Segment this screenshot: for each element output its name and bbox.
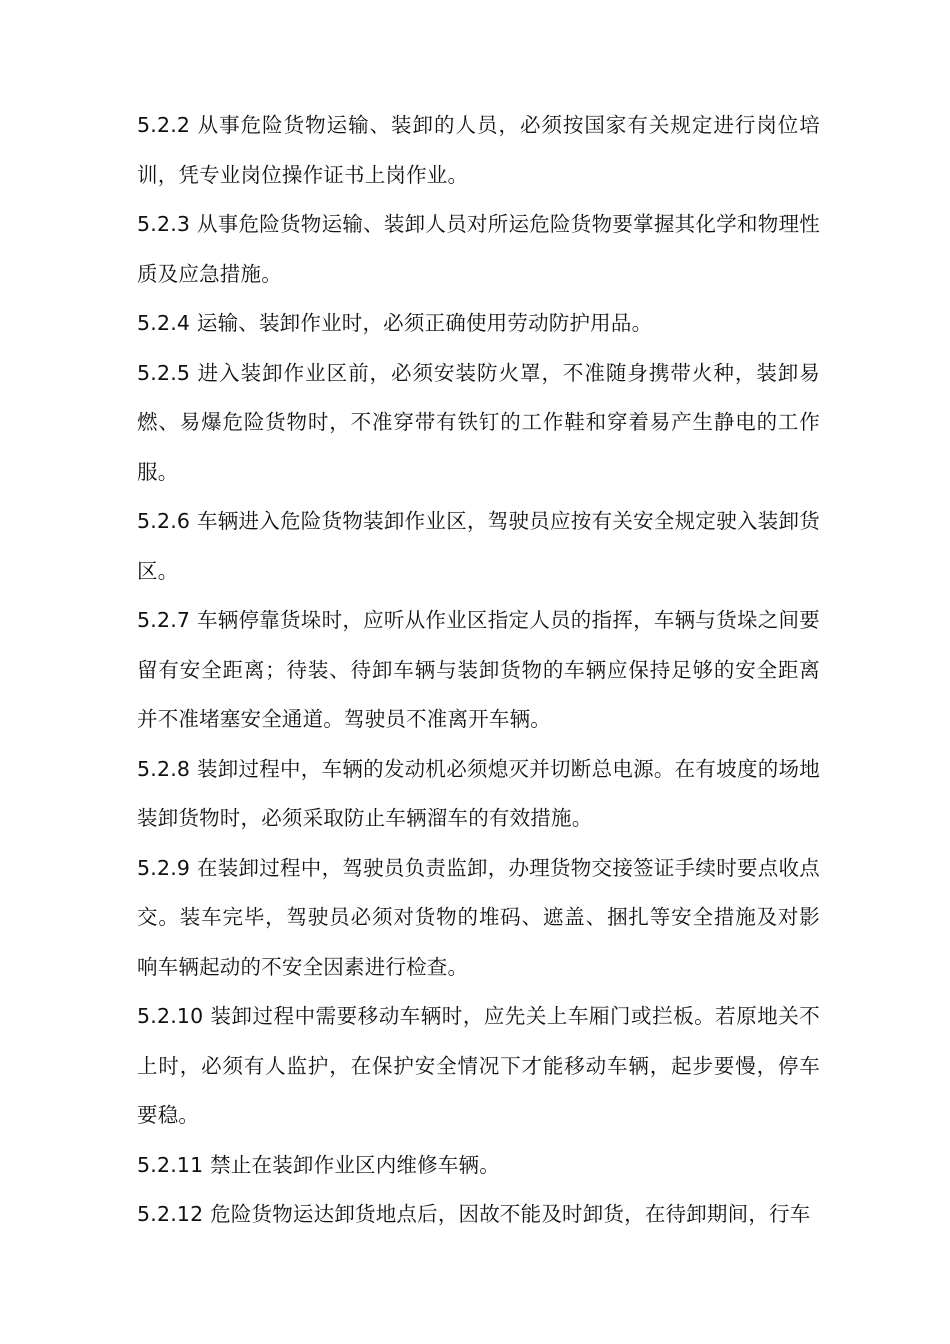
paragraph-5-2-11: 5.2.11 禁止在装卸作业区内维修车辆。 — [137, 1152, 500, 1177]
document-body — [137, 101, 820, 1240]
paragraph-5-2-7: 5.2.7 车辆停靠货垛时，应听从作业区指定人员的指挥，车辆与货垛之间要留有安全距离；待装、待卸车辆与装卸货物的车辆应保持足够的安全距离并不准堵塞安全通道。驾驶员不准离开车辆。 — [137, 608, 820, 731]
paragraph-5-2-4: 5.2.4 运输、装卸作业时，必须正确使用劳动防护用品。 — [137, 311, 653, 335]
paragraph-5-2-12: 5.2.12 危险货物运达卸货地点后，因故不能及时卸货，在待卸期间，行车 — [137, 1202, 811, 1226]
paragraph-5-2-8: 5.2.8 装卸过程中，车辆的发动机必须熄灭并切断总电源。在有坡度的场地装卸货物时，必须采取防止车辆溜车的有效措施。 — [137, 756, 820, 830]
paragraph-5-2-2: 5.2.2 从事危险货物运输、装卸的人员，必须按国家有关规定进行岗位培训，凭专业岗位操作证书上岗作业。 — [137, 113, 820, 187]
paragraph-5-2-10: 5.2.10 装卸过程中需要移动车辆时，应先关上车厢门或拦板。若原地关不上时，必须有人监护，在保护安全情况下才能移动车辆，起步要慢，停车要稳。 — [137, 1004, 820, 1127]
paragraph-5-2-3: 5.2.3 从事危险货物运输、装卸人员对所运危险货物要掌握其化学和物理性质及应急措施。 — [137, 212, 820, 286]
paragraph-5-2-6: 5.2.6 车辆进入危险货物装卸作业区，驾驶员应按有关安全规定驶入装卸货区。 — [137, 509, 820, 583]
paragraph-5-2-5: 5.2.5 进入装卸作业区前，必须安装防火罩，不准随身携带火种，装卸易燃、易爆危险货物时，不准穿带有铁钉的工作鞋和穿着易产生静电的工作服。 — [137, 360, 820, 484]
paragraph-5-2-9: 5.2.9 在装卸过程中，驾驶员负责监卸，办理货物交接签证手续时要点收点交。装车完毕，驾驶员必须对货物的堆码、遮盖、捆扎等安全措施及对影响车辆起动的不安全因素进行检查。 — [137, 855, 820, 979]
